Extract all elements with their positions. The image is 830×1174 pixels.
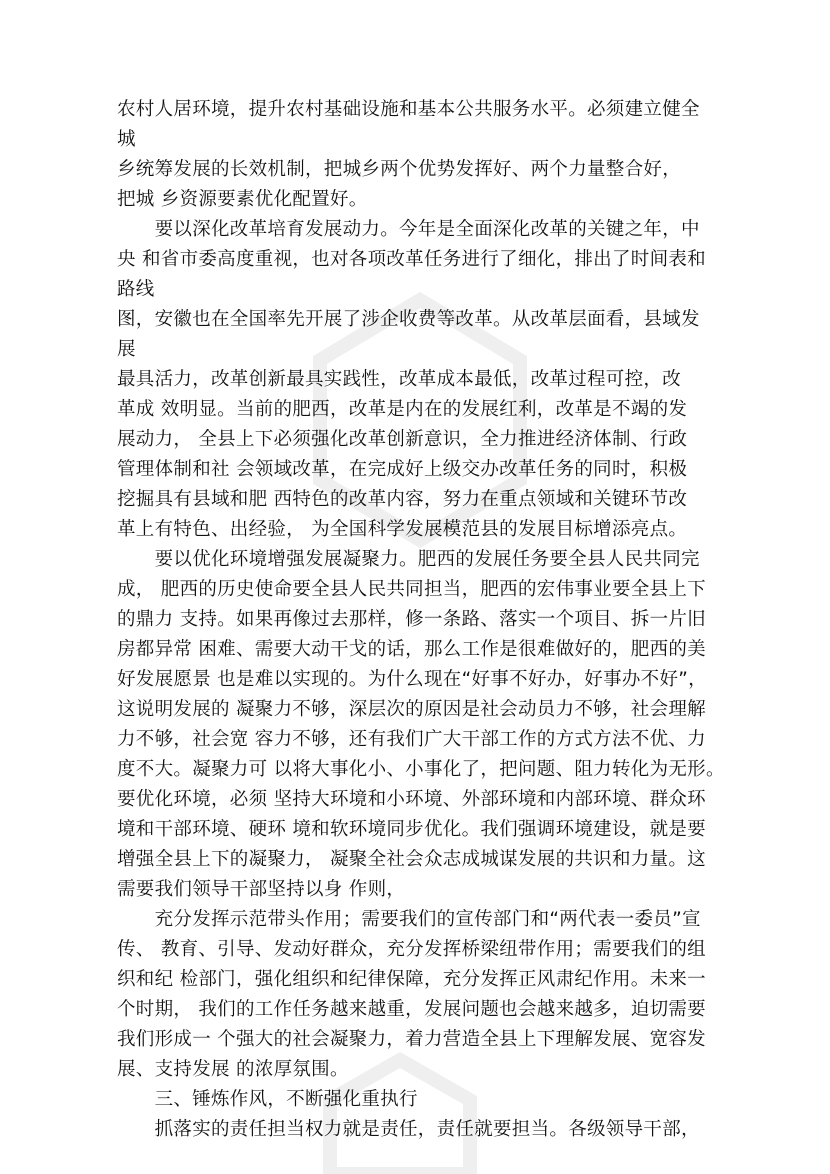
text-line: 农村人居环境，提升农村基础设施和基本公共服务水平。必须建立健全 <box>117 99 700 120</box>
text-line: 度不大。凝聚力可 以将大事化小、小事化了，把问题、阻力转化为无形。 <box>117 759 725 780</box>
text-line: 挖掘具有县域和肥 西特色的改革内容，努力在重点领域和关键环节改 <box>117 489 688 510</box>
text-line: 革成 效明显。当前的肥西，改革是内在的发展红利，改革是不竭的发 <box>117 399 688 420</box>
text-line: 个时期， 我们的工作任务越来越重，发展问题也会越来越多，迫切需要 <box>117 999 706 1020</box>
text-line: 需要我们领导干部坚持以身 作则， <box>117 879 406 900</box>
text-line: 路线 <box>117 279 155 300</box>
text-line: 房都异常 困难、需要大动干戈的话，那么工作是很难做好的，肥西的美 <box>117 639 706 660</box>
text-line: 图，安徽也在全国率先开展了涉企收费等改革。从改革层面看，县域发 <box>117 309 700 330</box>
text-line: 织和纪 检部门，强化组织和纪律保障，充分发挥正风肃纪作用。未来一 <box>117 969 706 990</box>
text-line: 的鼎力 支持。如果再像过去那样，修一条路、落实一个项目、拆一片旧 <box>117 609 706 630</box>
text-line: 要以优化环境增强发展凝聚力。肥西的发展任务要全县人民共同完 <box>117 549 700 570</box>
text-line: 城 <box>117 129 136 150</box>
text-line: 把城 乡资源要素优化配置好。 <box>117 189 368 210</box>
text-line: 最具活力，改革创新最具实践性，改革成本最低，改革过程可控，改 <box>117 369 682 390</box>
text-line: 增强全县上下的凝聚力， 凝聚全社会众志成城谋发展的共识和力量。这 <box>117 849 706 870</box>
text-line: 三、锤炼作风，不断强化重执行 <box>117 1089 418 1110</box>
text-line: 境和干部环境、硬环 境和软环境同步优化。我们强调环境建设，就是要 <box>117 819 706 840</box>
text-line: 传、 教育、引导、发动好群众，充分发挥桥梁纽带作用；需要我们的组 <box>117 939 706 960</box>
text-line: 展 <box>117 339 136 360</box>
text-line: 力不够，社会宽 容力不够，还有我们广大干部工作的方式方法不优、力 <box>117 729 706 750</box>
text-line: 要优化环境，必须 坚持大环境和小环境、外部环境和内部环境、群众环 <box>117 789 706 810</box>
text-line: 充分发挥示范带头作用；需要我们的宣传部门和“两代表一委员”宣 <box>117 909 701 930</box>
text-line: 展动力， 全县上下必须强化改革创新意识，全力推进经济体制、行政 <box>117 429 688 450</box>
text-line: 成， 肥西的历史使命要全县人民共同担当，肥西的宏伟事业要全县上下 <box>117 579 706 600</box>
text-line: 抓落实的责任担当权力就是责任，责任就要担当。各级领导干部， <box>117 1119 700 1140</box>
text-line: 央 和省市委高度重视，也对各项改革任务进行了细化，排出了时间表和 <box>117 249 706 270</box>
text-line: 展、支持发展 的浓厚氛围。 <box>117 1059 349 1080</box>
document-body <box>117 95 742 1145</box>
text-line: 这说明发展的 凝聚力不够，深层次的原因是社会动员力不够，社会理解 <box>117 699 706 720</box>
text-line: 好发展愿景 也是难以实现的。为什么现在“好事不好办，好事办不好”， <box>117 669 707 690</box>
text-line: 管理体制和社 会领域改革，在完成好上级交办改革任务的同时，积极 <box>117 459 688 480</box>
text-line: 我们形成一 个强大的社会凝聚力，着力营造全县上下理解发展、宽容发 <box>117 1029 706 1050</box>
text-line: 革上有特色、出经验， 为全国科学发展模范县的发展目标增添亮点。 <box>117 519 688 540</box>
text-line: 乡统筹发展的长效机制，把城乡两个优势发挥好、两个力量整合好， <box>117 159 682 180</box>
text-line: 要以深化改革培育发展动力。今年是全面深化改革的关键之年，中 <box>117 219 700 240</box>
